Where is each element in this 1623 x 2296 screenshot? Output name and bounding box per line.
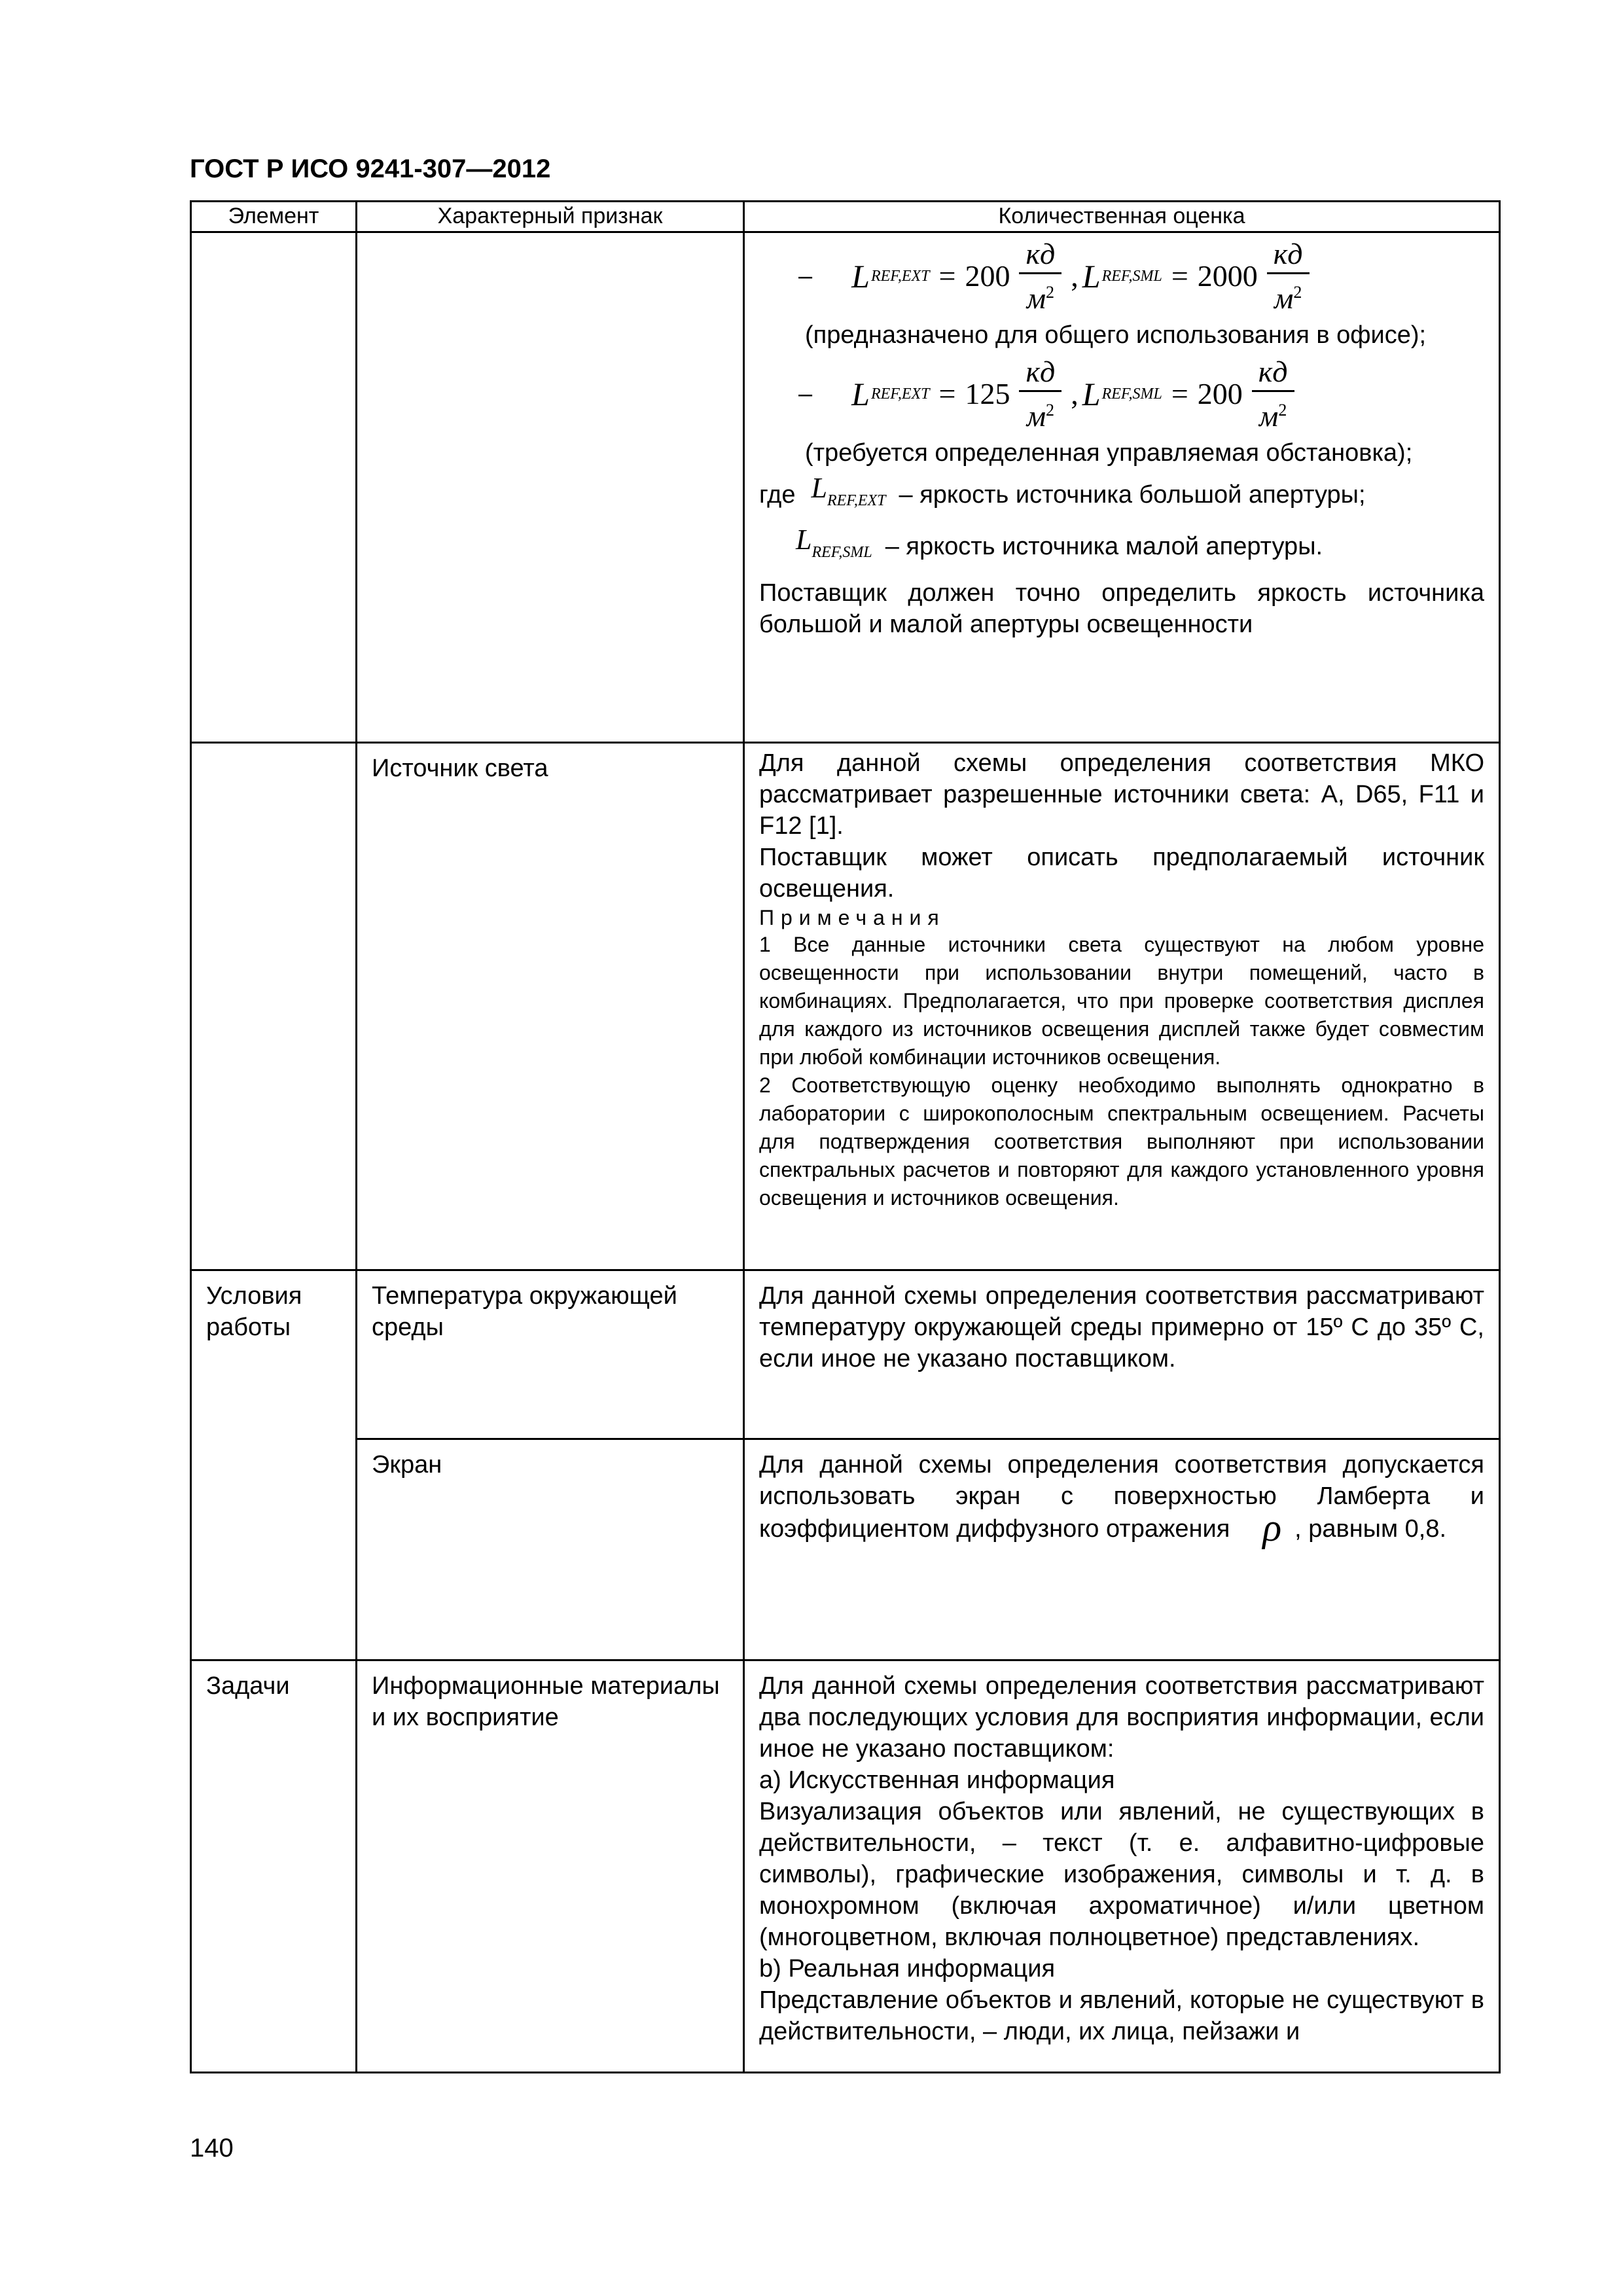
- assessment-cell: Для данной схемы определения соответствия допускается использовать экран с поверхностью Ламберта и коэффициентом диффузного отражения ρ , равным 0,8.: [744, 1439, 1500, 1660]
- feature-cell: [357, 232, 744, 743]
- requirements-table: [190, 200, 1501, 2073]
- feature-cell: Температура окружающей среды: [357, 1270, 744, 1439]
- column-header-assessment: Количественная оценка: [744, 202, 1500, 232]
- element-cell: [191, 232, 357, 743]
- table-row: [191, 1660, 1500, 2073]
- unit-fraction: $\frac{кд}{м^2}$: [1019, 236, 1061, 317]
- column-header-element: Элемент: [191, 202, 357, 232]
- luminance-formula-controlled: – L REF,EXT = 125 $\frac{кд}{м^2}$ , L REF,SML = 200 $\frac{кд}{м^2}$: [759, 351, 1484, 437]
- supplier-requirement: Поставщик должен точно определить яркость источника большой и малой апертуры освещенности: [759, 579, 1484, 638]
- unit-fraction: $\frac{кд}{м^2}$: [1252, 353, 1294, 435]
- column-header-feature: Характерный признак: [357, 202, 744, 232]
- rho-symbol: ρ: [1262, 1506, 1282, 1549]
- element-cell: Условия работы: [191, 1270, 357, 1660]
- definition-ext: где $L_{REF,EXT}$ – яркость источника большой апертуры;: [759, 472, 1366, 509]
- page-number: 140: [190, 2134, 234, 2162]
- document-header: ГОСТ Р ИСО 9241-307—2012: [190, 154, 551, 183]
- note-1: 1 Все данные источники света существуют на любом уровне освещенности при использовании внутри помещений, часто в комбинациях. Предполагается, что при проверке соответствия дисплея для каждого из источников освещения дисплей также будет совместим при любой комбинации источников освещения.: [759, 933, 1484, 1069]
- unit-fraction: $\frac{кд}{м^2}$: [1019, 353, 1061, 435]
- feature-cell: Информационные материалы и их восприятие: [357, 1660, 744, 2073]
- element-cell: [191, 743, 357, 1270]
- note-2: 2 Соответствующую оценку необходимо выполнять однократно в лаборатории с широкополосным спектральным освещением. Расчеты для подтверждения соответствия выполняют при использовании спектральных расчетов и повторяют для каждого установленного уровня освещения и источников освещения.: [759, 1073, 1484, 1210]
- assessment-cell: Для данной схемы определения соответствия рассматривают два последующих условия для восприятия информации, если иное не указано поставщиком: a) Искусственная информация Визуализация объектов или явлений, не существующих в действительности, – текст (т. е. алфавитно-цифровые символы), графические изображения, символы и т. д. в монохромном (включая ахроматичное) и/или цветном (многоцветном, включая полноцветное) представлениях. b) Реальная информация Представление объектов и явлений, которые не существуют в действительности, – люди, их лица, пейзажи и: [744, 1660, 1500, 2073]
- luminance-formula-office: – L REF,EXT = 200 $\frac{кд}{м^2}$ , L REF,SML = 2000 $\frac{кд}{м^2}$: [759, 233, 1484, 319]
- table-row: [191, 232, 1500, 743]
- table-row: [191, 1439, 1500, 1660]
- unit-fraction: $\frac{кд}{м^2}$: [1267, 236, 1310, 317]
- definition-sml: $L_{REF,SML}$ – яркость источника малой апертуры.: [796, 524, 1323, 561]
- assessment-cell: Для данной схемы определения соответствия МКО рассматривает разрешенные источники света: A, D65, F11 и F12 [1]. Поставщик может описать предполагаемый источник освещения. Примечания 1 Все данные источники света существуют на любом уровне освещенности при использовании внутри помещений, часто в комбинациях. Предполагается, что при проверке соответствия дисплея для каждого из источников освещения дисплей также будет совместим при любой комбинации источников освещения. 2 Соответствующую оценку необходимо выполнять однократно в лаборатории с широкополосным спектральным освещением. Расчеты для подтверждения соответствия выполняют при использовании спектральных расчетов и повторяют для каждого установленного уровня освещения и источников освещения.: [744, 743, 1500, 1270]
- formula-note-controlled: (требуется определенная управляемая обстановка);: [805, 439, 1413, 467]
- assessment-cell: Для данной схемы определения соответствия рассматривают температуру окружающей среды примерно от 15º С до 35º С, если иное не указано поставщиком.: [744, 1270, 1500, 1439]
- table-row: [191, 1270, 1500, 1439]
- assessment-cell: [744, 232, 1500, 743]
- notes-heading: Примечания: [759, 906, 946, 929]
- table-header-row: [191, 202, 1500, 232]
- feature-cell: Источник света: [357, 743, 744, 1270]
- formula-note-office: (предназначено для общего использования в офисе);: [805, 321, 1427, 349]
- feature-cell: Экран: [357, 1439, 744, 1660]
- table-row: [191, 743, 1500, 1270]
- element-cell: Задачи: [191, 1660, 357, 2073]
